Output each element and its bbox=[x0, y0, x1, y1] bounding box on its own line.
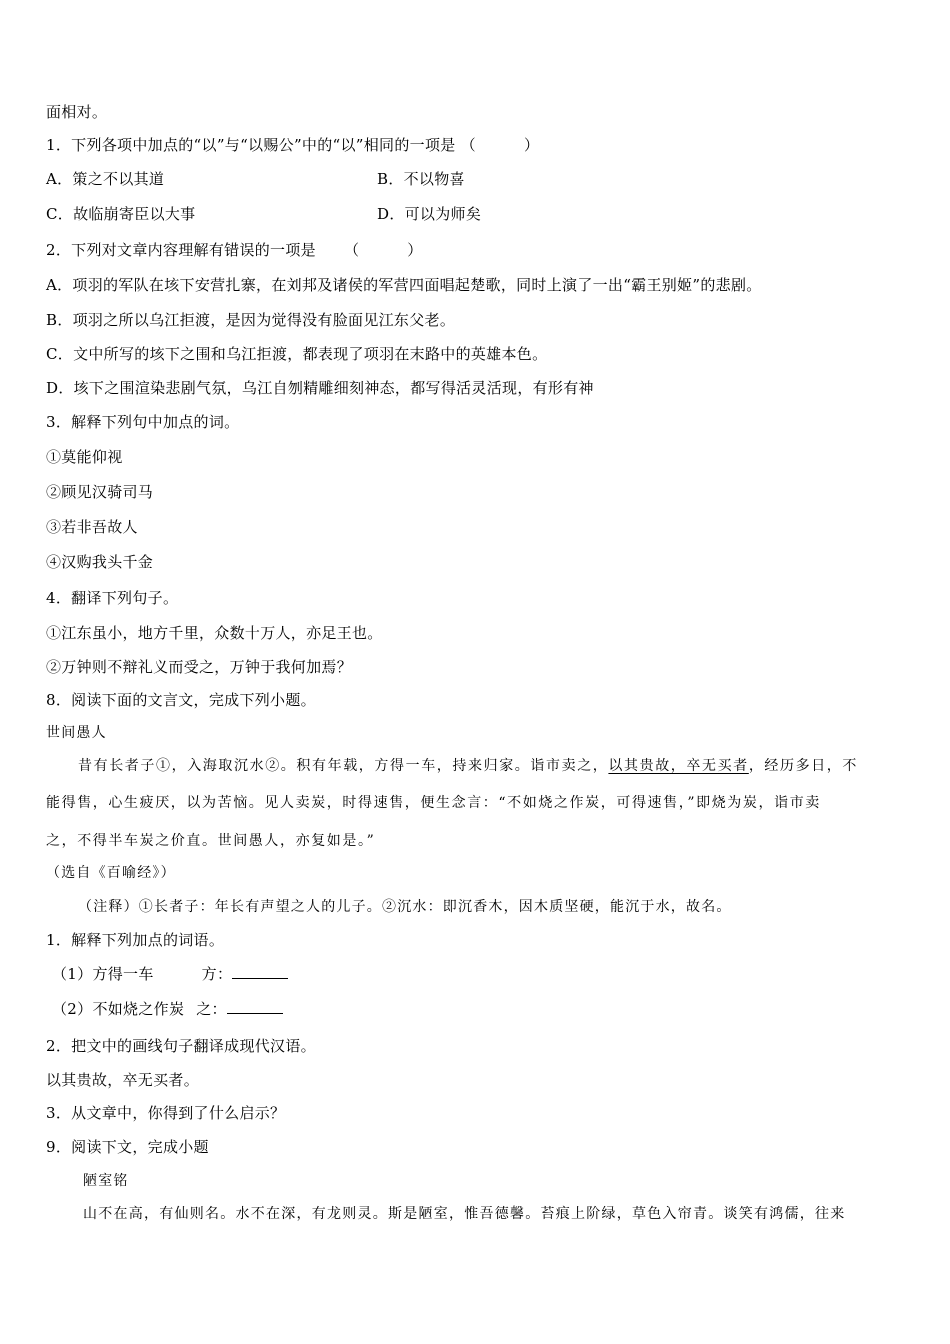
option-c: C．文中所写的垓下之围和乌江拒渡，都表现了项羽在末路中的英雄本色。 bbox=[46, 345, 548, 363]
passage-title: 世间愚人 bbox=[46, 725, 107, 741]
question-1: 1．下列各项中加点的“以”与“以赐公”中的“以”相同的一项是 （ ） bbox=[46, 136, 540, 154]
sub-item: （1）方得一车 方： bbox=[52, 963, 288, 985]
question-3: 3．解释下列句中加点的词。 bbox=[46, 413, 240, 431]
continuation-text: 面相对。 bbox=[46, 103, 108, 121]
sub-item: ①莫能仰视 bbox=[46, 448, 123, 466]
section-heading: 8．阅读下面的文言文，完成下列小题。 bbox=[46, 691, 316, 709]
question-3: 3．从文章中，你得到了什么启示？ bbox=[46, 1104, 286, 1122]
option-d: D．可以为师矣 bbox=[377, 205, 482, 223]
option-a: A．项羽的军队在垓下安营扎寨，在刘邦及诸侯的军营四面唱起楚歌，同时上演了一出“霸王别姬”的悲剧。 bbox=[46, 276, 762, 294]
option-d: D．垓下之围渲染悲剧气氛，乌江自刎精雕细刻神态，都写得活灵活现，有形有神 bbox=[46, 379, 594, 397]
underlined-sentence: 以其贵故，卒无买者 bbox=[608, 758, 749, 774]
sub-item: ④汉购我头千金 bbox=[46, 553, 154, 571]
passage-line: 昔有长者子①，入海取沉水②。积有年载，方得一车，持来归家。诣市卖之，以其贵故，卒无买者，经历多日，不 bbox=[78, 758, 859, 774]
answer-blank bbox=[227, 999, 283, 1014]
option-b: B．不以物喜 bbox=[377, 170, 465, 188]
option-b: B．项羽之所以乌江拒渡，是因为觉得没有脸面见江东父老。 bbox=[46, 311, 456, 329]
question-4: 4．翻译下列句子。 bbox=[46, 589, 179, 607]
sub-item: ①江东虽小，地方千里，众数十万人，亦足王也。 bbox=[46, 624, 383, 642]
quoted-sentence: 以其贵故，卒无买者。 bbox=[46, 1071, 200, 1089]
source-note: （选自《百喻经》） bbox=[46, 865, 176, 881]
sub-item: ②顾见汉骑司马 bbox=[46, 483, 154, 501]
option-a: A．策之不以其道 bbox=[46, 170, 165, 188]
annotation: （注释）①长者子：年长有声望之人的儿子。②沉水：即沉香木，因木质坚硬，能沉于水，故名。 bbox=[78, 899, 732, 915]
passage-title: 陋室铭 bbox=[83, 1173, 129, 1189]
sub-item: ③若非吾故人 bbox=[46, 518, 138, 536]
passage-line: 山不在高，有仙则名。水不在深，有龙则灵。斯是陋室，惟吾德馨。苔痕上阶绿，草色入帘青。谈笑有鸿儒，往来 bbox=[83, 1206, 846, 1222]
option-c: C．故临崩寄臣以大事 bbox=[46, 205, 196, 223]
answer-blank bbox=[232, 964, 288, 979]
sub-item: （2）不如烧之作炭 之： bbox=[52, 998, 283, 1020]
passage-line: 能得售，心生疲厌，以为苦恼。见人卖炭，时得速售，便生念言：“不如烧之作炭，可得速售，”即烧为炭，诣市卖 bbox=[46, 795, 821, 811]
question-1: 1．解释下列加点的词语。 bbox=[46, 931, 225, 949]
section-heading: 9．阅读下文，完成小题 bbox=[46, 1138, 209, 1156]
question-2: 2．下列对文章内容理解有错误的一项是 （ ） bbox=[46, 241, 423, 259]
question-2: 2．把文中的画线句子翻译成现代汉语。 bbox=[46, 1037, 316, 1055]
passage-line: 之，不得半车炭之价直。世间愚人，亦复如是。” bbox=[46, 833, 376, 849]
sub-item: ②万钟则不辩礼义而受之，万钟于我何加焉？ bbox=[46, 658, 353, 676]
